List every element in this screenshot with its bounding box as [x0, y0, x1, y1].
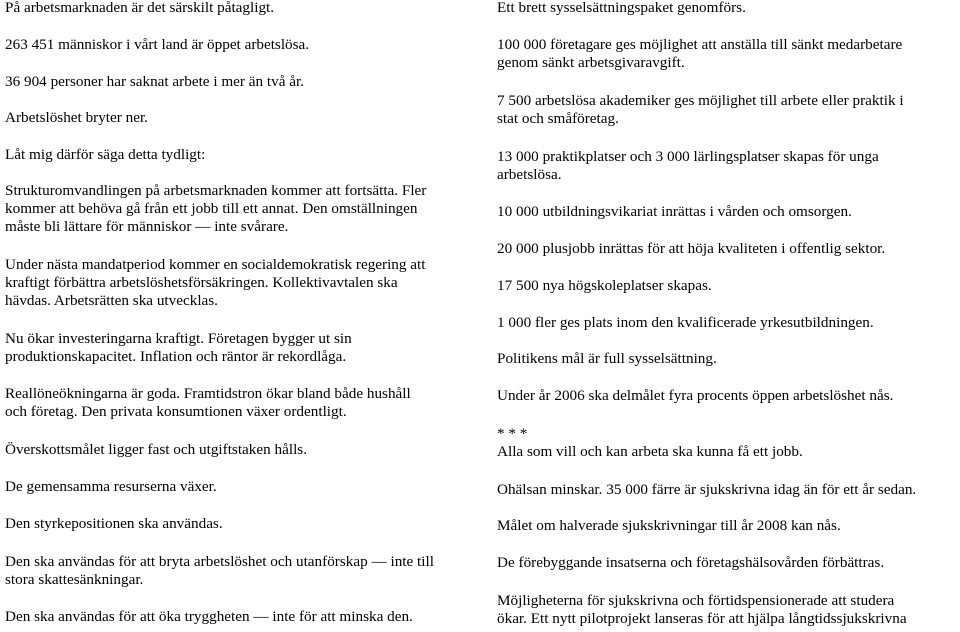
text-line: 20 000 plusjobb inrättas för att höja kvaliteten i offentlig sektor. [497, 240, 886, 257]
text-line: De gemensamma resurserna växer. [5, 478, 217, 495]
paragraph [5, 330, 352, 366]
text-line: Den ska användas för att öka tryggheten — inte för att minska den. [5, 608, 413, 625]
text-line: stat och småföretag. [497, 110, 619, 127]
text-line: 100 000 företagare ges möjlighet att anställa till sänkt medarbetare [497, 36, 903, 53]
paragraph [5, 553, 434, 589]
paragraph [497, 0, 746, 17]
paragraph [5, 36, 309, 54]
text-line: 10 000 utbildningsvikariat inrättas i vården och omsorgen. [497, 203, 852, 220]
text-line: 36 904 personer har saknat arbete i mer än två år. [5, 73, 304, 90]
paragraph [497, 554, 884, 572]
paragraph [497, 517, 841, 535]
text-line: Låt mig därför säga detta tydligt: [5, 146, 206, 163]
text-line: Arbetslöshet bryter ner. [5, 109, 148, 126]
text-line: Nu ökar investeringarna kraftigt. Företagen bygger ut sin [5, 330, 352, 347]
text-line: genom sänkt arbetsgivaravgift. [497, 54, 685, 71]
text-line: Den ska användas för att bryta arbetslöshet och utanförskap — inte till [5, 553, 434, 570]
paragraph [497, 314, 874, 332]
text-line: ökar. Ett nytt pilotprojekt lanseras för att hjälpa långtidssjukskrivna [497, 610, 907, 627]
text-line: Överskottsmålet ligger fast och utgiftstaken hålls. [5, 441, 307, 458]
text-line: 263 451 människor i vårt land är öppet arbetslösa. [5, 36, 310, 53]
paragraph [497, 148, 879, 184]
text-line: hävdas. Arbetsrätten ska utvecklas. [5, 292, 218, 309]
text-line: Alla som vill och kan arbeta ska kunna få ett jobb. [497, 443, 803, 460]
text-line: arbetslösa. [497, 166, 562, 183]
text-line: kraftigt förbättra arbetslöshetsförsäkringen. Kollektivavtalen ska [5, 274, 398, 291]
paragraph [5, 146, 205, 164]
paragraph [5, 515, 223, 533]
text-line: kommer att behöva gå från ett jobb till ett annat. Den omställningen [5, 200, 418, 217]
paragraph [5, 0, 274, 17]
paragraph [5, 182, 426, 236]
paragraph [5, 608, 413, 626]
paragraph [5, 441, 307, 459]
paragraph [497, 36, 902, 72]
text-line: 7 500 arbetslösa akademiker ges möjlighet till arbete eller praktik i [497, 92, 904, 109]
text-line: På arbetsmarknaden är det särskilt påtagligt. [5, 0, 275, 16]
paragraph [5, 478, 217, 496]
paragraph [497, 592, 907, 628]
text-line: Strukturomvandlingen på arbetsmarknaden kommer att fortsätta. Fler [5, 182, 427, 199]
text-line: Ohälsan minskar. 35 000 färre är sjukskrivna idag än för ett år sedan. [497, 481, 917, 498]
paragraph [497, 92, 904, 128]
text-line: Den styrkepositionen ska användas. [5, 515, 223, 532]
text-line: 13 000 praktikplatser och 3 000 lärlingsplatser skapas för unga [497, 148, 879, 165]
text-line: Möjligheterna för sjukskrivna och förtidspensionerade att studera [497, 592, 895, 609]
paragraph [497, 203, 852, 221]
paragraph [5, 109, 148, 127]
text-line: Ett brett sysselsättningspaket genomförs. [497, 0, 746, 16]
paragraph [497, 350, 717, 368]
paragraph [5, 73, 304, 91]
text-line: Reallöneökningarna är goda. Framtidstron ökar bland både hushåll [5, 385, 411, 402]
paragraph [497, 425, 803, 461]
text-line: stora skattesänkningar. [5, 571, 144, 588]
text-line: 17 500 nya högskoleplatser skapas. [497, 277, 712, 294]
paragraph [497, 240, 885, 258]
paragraph [5, 256, 425, 310]
text-line: Under nästa mandatperiod kommer en socialdemokratisk regering att [5, 256, 426, 273]
paragraph [497, 277, 712, 295]
paragraph [497, 387, 893, 405]
text-line: Politikens mål är full sysselsättning. [497, 350, 717, 367]
text-line: Målet om halverade sjukskrivningar till år 2008 kan nås. [497, 517, 841, 534]
text-line: produktionskapacitet. Inflation och räntor är rekordlåga. [5, 348, 347, 365]
paragraph [497, 481, 916, 499]
text-line: måste bli lättare för människor — inte svårare. [5, 218, 289, 235]
text-line: Under år 2006 ska delmålet fyra procents öppen arbetslöshet nås. [497, 387, 894, 404]
section-separator: * * * [497, 425, 528, 442]
text-line: De förebyggande insatserna och företagshälsovården förbättras. [497, 554, 885, 571]
text-line: och företag. Den privata konsumtionen växer ordentligt. [5, 403, 347, 420]
paragraph [5, 385, 411, 421]
text-line: 1 000 fler ges plats inom den kvalificerade yrkesutbildningen. [497, 314, 874, 331]
